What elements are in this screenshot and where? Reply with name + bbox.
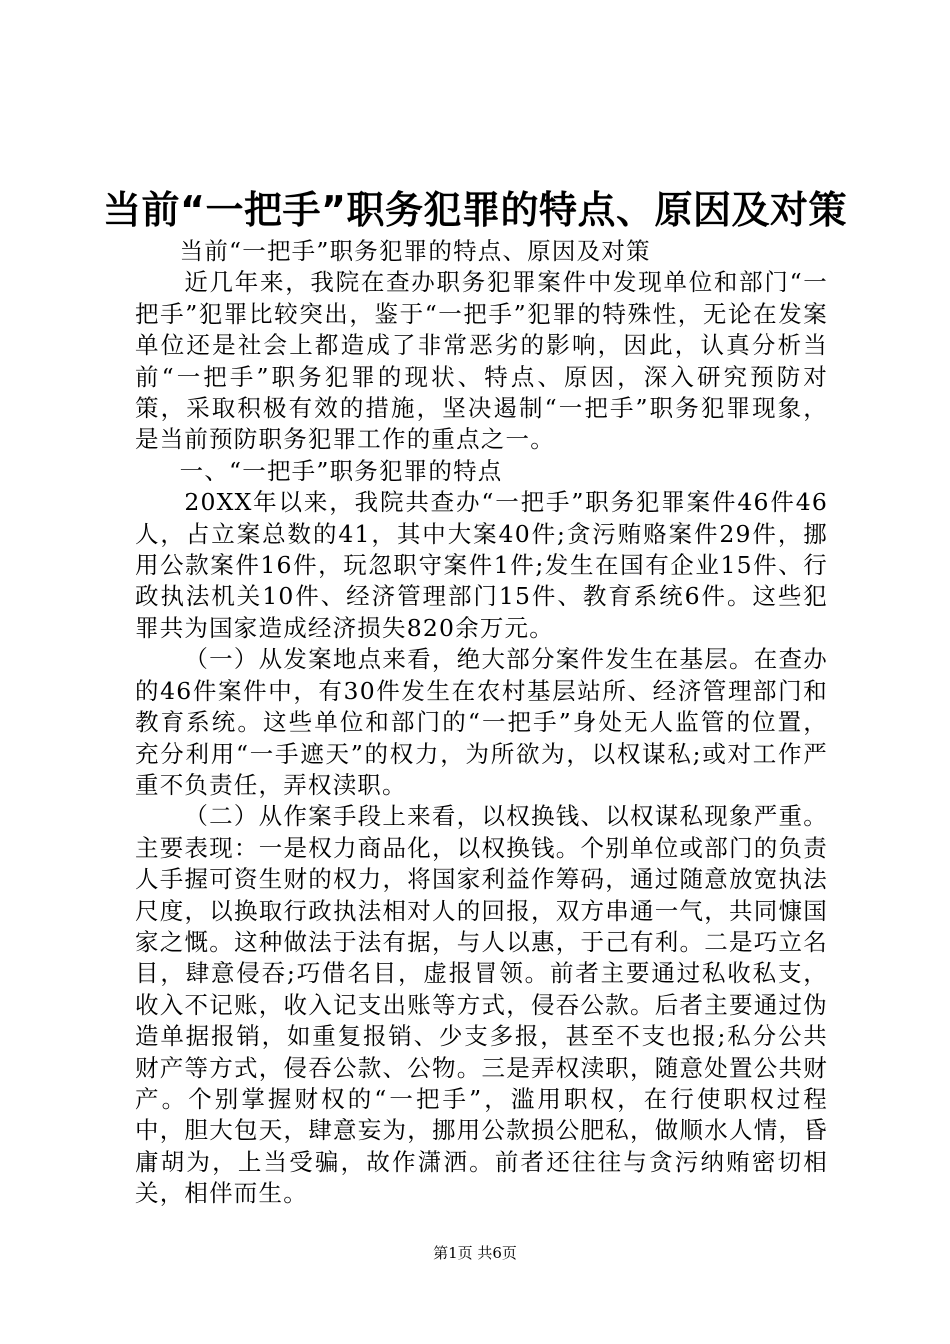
document-body xyxy=(135,236,828,1210)
paragraph-intro: 近几年来，我院在查办职务犯罪案件中发现单位和部门“一把手”犯罪比较突出，鉴于“一把手”犯罪的特殊性，无论在发案单位还是社会上都造成了非常恶劣的影响，因此，认真分析当前“一把手”职务犯罪的现状、特点、原因，深入研究预防对策，采取积极有效的措施，坚决遏制“一把手”职务犯罪现象，是当前预防职务犯罪工作的重点之一。 xyxy=(135,268,828,454)
page-number-footer: 第1页 共6页 xyxy=(433,1244,517,1262)
document-title: 当前“一把手”职务犯罪的特点、原因及对策 xyxy=(103,188,847,232)
paragraph-point-two: （二）从作案手段上来看，以权换钱、以权谋私现象严重。主要表现：一是权力商品化，以权换钱。个别单位或部门的负责人手握可资生财的权力，将国家利益作筹码，通过随意放宽执法尺度，以换取行政执法相对人的回报，双方串通一气，共同慷国家之慨。这种做法于法有据，与人以惠，于己有利。二是巧立名目，肆意侵吞;巧借名目，虚报冒领。前者主要通过私收私支，收入不记账，收入记支出账等方式，侵吞公款。后者主要通过伪造单据报销，如重复报销、少支多报，甚至不支也报;私分公共财产等方式，侵吞公款、公物。三是弄权渎职，随意处置公共财产。个别掌握财权的“一把手”，滥用职权，在行使职权过程中，胆大包天，肆意妄为，挪用公款损公肥私，做顺水人情，昏庸胡为，上当受骗，故作潇洒。前者还往往与贪污纳贿密切相关，相伴而生。 xyxy=(135,802,828,1208)
paragraph-statistics: 20XX年以来，我院共查办“一把手”职务犯罪案件46件46人，占立案总数的41，其中大案40件;贪污贿赂案件29件，挪用公款案件16件，玩忽职守案件1件;发生在国有企业15件、行政执法机关10件、经济管理部门15件、教育系统6件。这些犯罪共为国家造成经济损失820余万元。 xyxy=(135,488,828,642)
paragraph-point-one: （一）从发案地点来看，绝大部分案件发生在基层。在查办的46件案件中，有30件发生在农村基层站所、经济管理部门和教育系统。这些单位和部门的“一把手”身处无人监管的位置，充分利用“一手遮天”的权力，为所欲为，以权谋私;或对工作严重不负责任，弄权渎职。 xyxy=(135,645,828,799)
document-subtitle: 当前“一把手”职务犯罪的特点、原因及对策 xyxy=(179,237,651,265)
section-heading: 一、“一把手”职务犯罪的特点 xyxy=(179,456,503,485)
